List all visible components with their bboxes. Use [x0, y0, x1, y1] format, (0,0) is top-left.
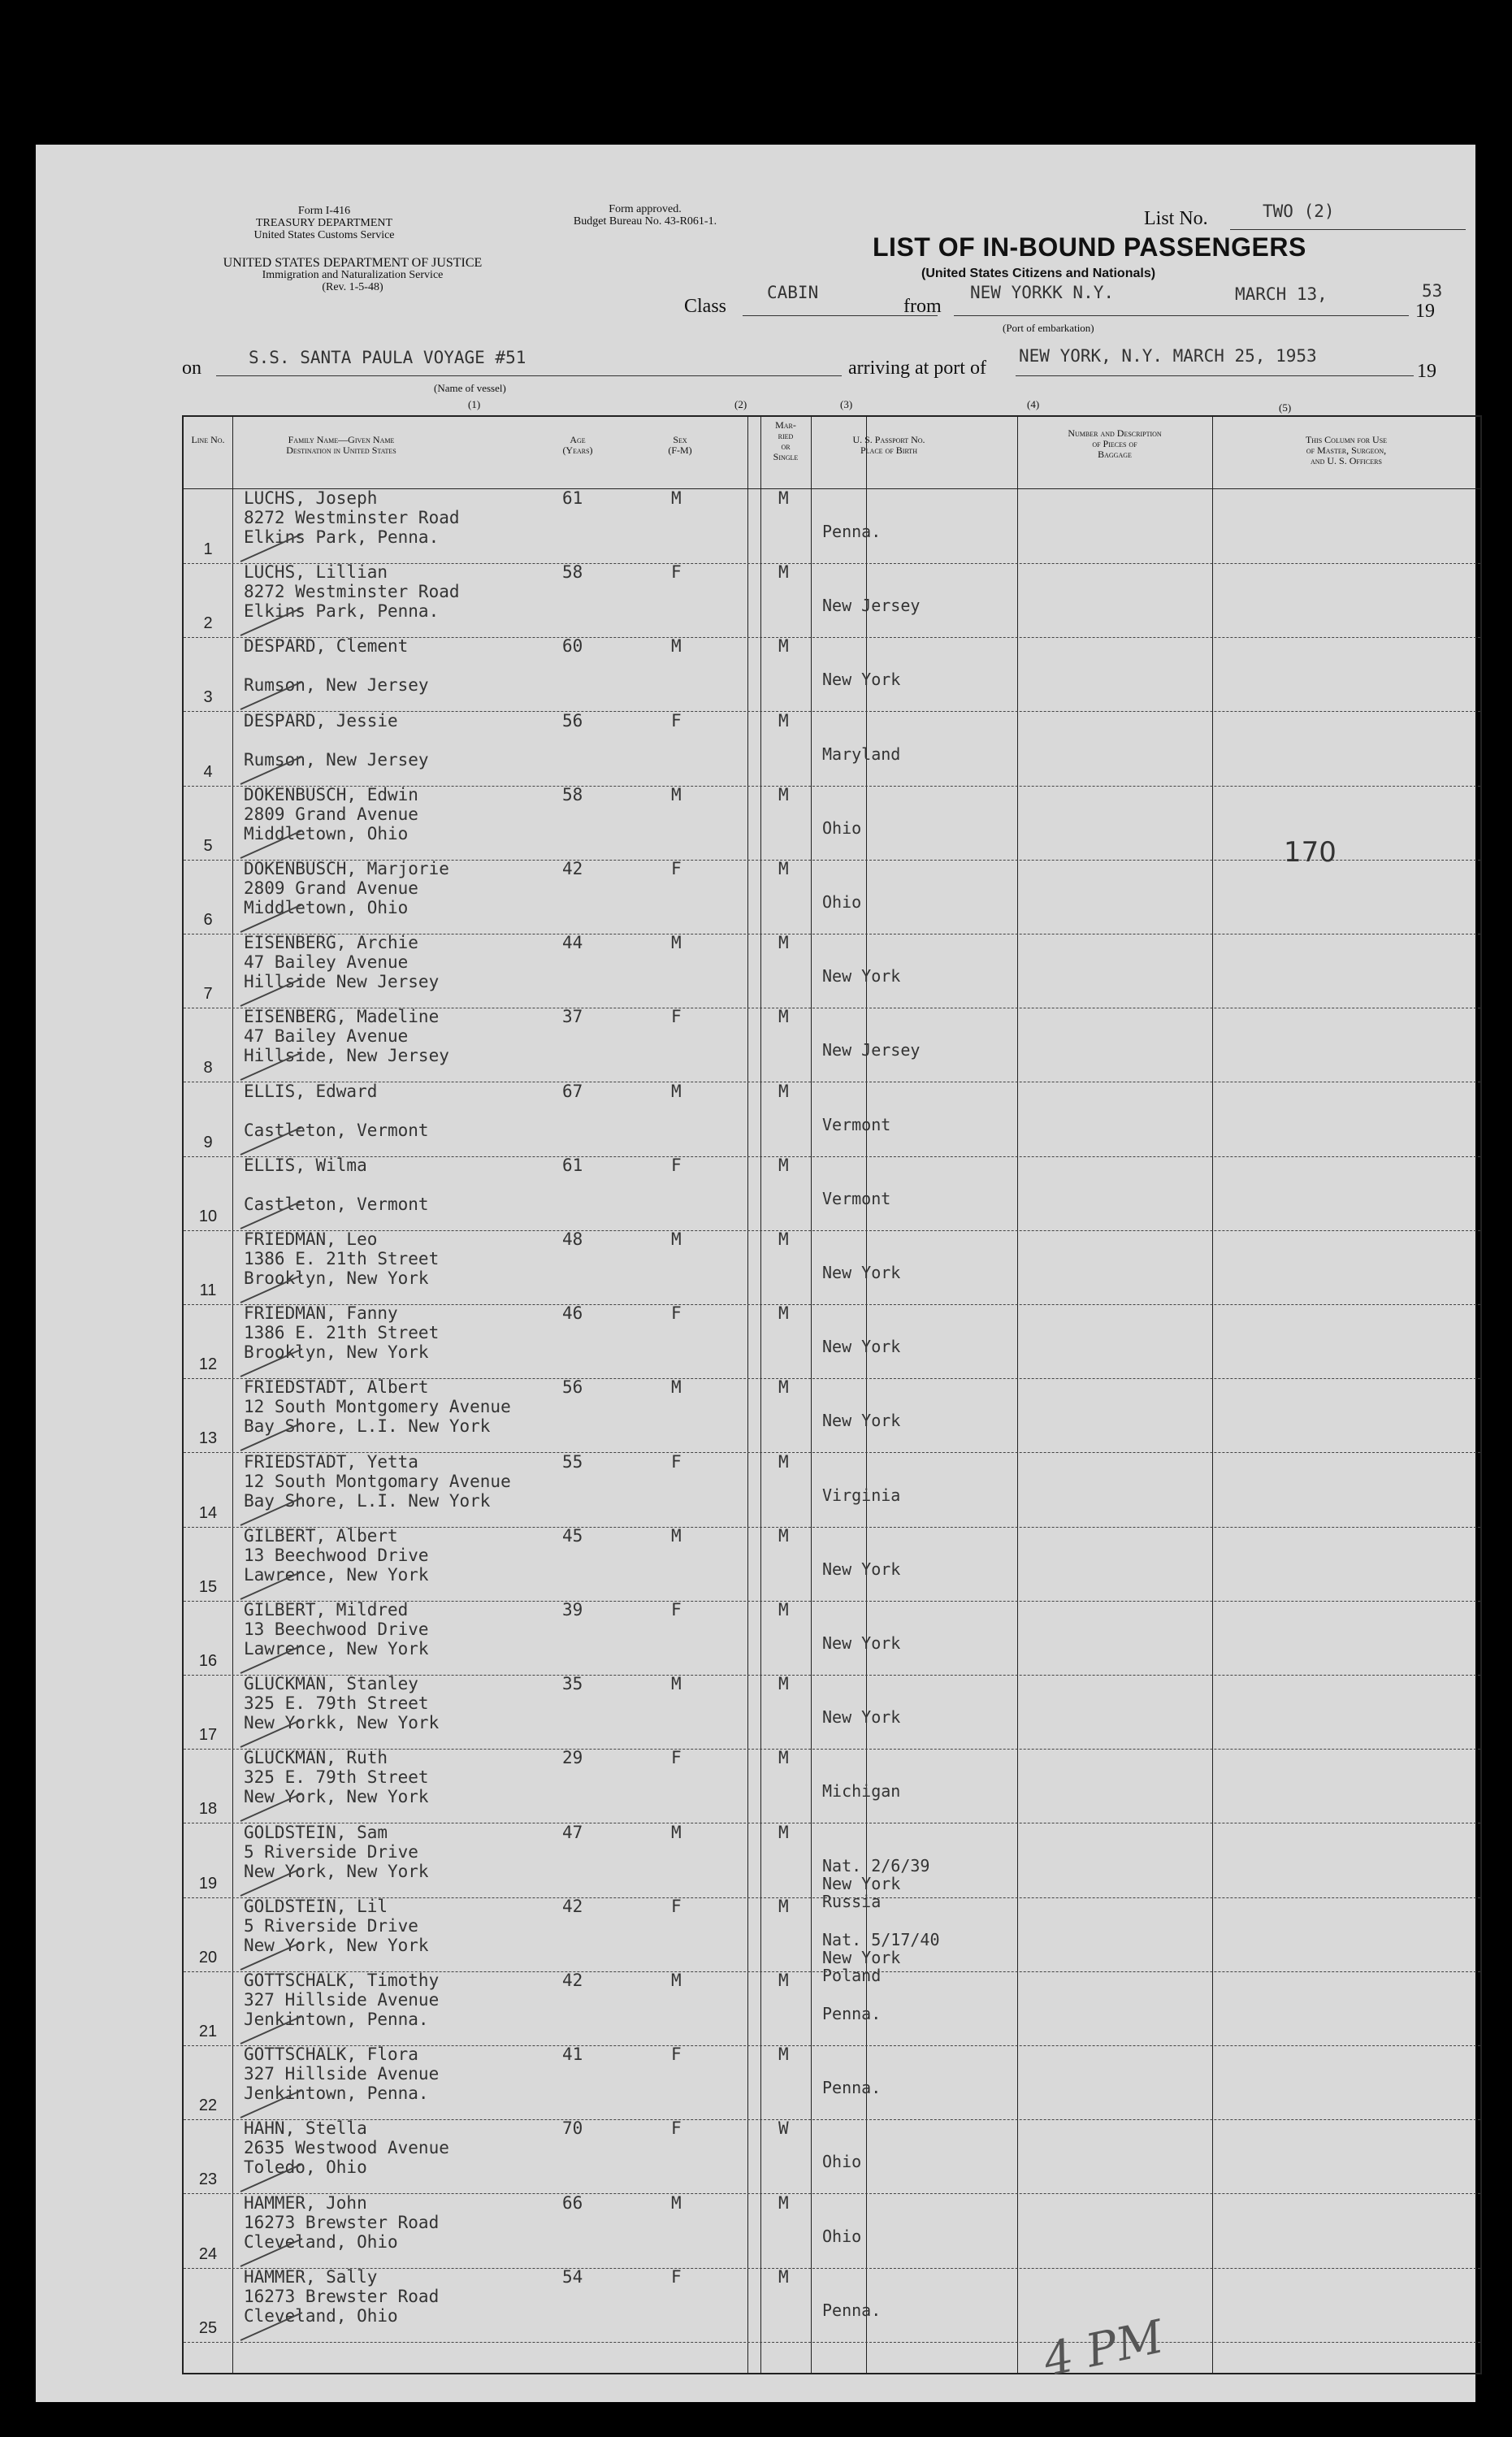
port-embark-label: (Port of embarkation) — [1003, 322, 1094, 334]
city-line: Brooklyn, New York — [244, 1268, 429, 1288]
marital-status: M — [778, 562, 789, 583]
col-header-passport: U. S. Passport No. Place of Birth — [852, 434, 925, 456]
address-line: 8272 Westminster Road — [244, 582, 460, 602]
passenger-name: EISENBERG, Archie — [244, 933, 418, 953]
birthplace: Penna. — [822, 2004, 882, 2023]
passenger-name: GILBERT, Mildred — [244, 1600, 409, 1620]
passenger-name: ELLIS, Edward — [244, 1081, 378, 1101]
check-mark-icon — [239, 901, 304, 934]
city-line: New York, New York — [244, 1787, 429, 1807]
city-line: Lawrence, New York — [244, 1639, 429, 1659]
passenger-name: GLUCKMAN, Stanley — [244, 1674, 418, 1694]
age-value: 61 — [562, 1155, 583, 1175]
check-mark-icon — [239, 1865, 304, 1897]
immigration-service: Immigration and Naturalization Service — [262, 269, 444, 281]
table-row — [184, 638, 1480, 712]
page-subtitle: (United States Citizens and Nationals) — [921, 267, 1156, 280]
line-number: 6 — [203, 911, 213, 929]
list-no-label: List No. — [1144, 208, 1208, 229]
line-number: 18 — [198, 1800, 218, 1819]
birthplace: New York — [822, 1633, 901, 1653]
customs-service: United States Customs Service — [253, 229, 395, 241]
check-mark-icon — [239, 2013, 304, 2045]
passenger-name: HAMMER, Sally — [244, 2266, 378, 2287]
birthplace: Penna. — [822, 522, 882, 541]
passenger-name: DOKENBUSCH, Marjorie — [244, 859, 449, 878]
col-number-1: (1) — [468, 398, 481, 410]
table-row — [184, 1157, 1480, 1231]
check-mark-icon — [239, 2235, 304, 2268]
col-header-age: Age (Years) — [562, 434, 593, 456]
birthplace: New York — [822, 1559, 901, 1579]
inspector-signature: 4 PM — [1038, 2310, 1168, 2387]
birthplace: New York — [822, 966, 901, 987]
age-value: 44 — [562, 933, 583, 953]
address-line: 12 South Montgomery Avenue — [244, 1397, 511, 1417]
agency-block — [190, 205, 458, 241]
marital-status: M — [778, 1007, 789, 1027]
city-line: Rumson, New Jersey — [244, 749, 429, 770]
passenger-name: EISENBERG, Madeline — [244, 1007, 440, 1027]
sex-value: F — [671, 1155, 682, 1175]
age-value: 66 — [562, 2192, 583, 2213]
passenger-name: LUCHS, Joseph — [244, 488, 378, 508]
age-value: 42 — [562, 1971, 583, 1990]
age-value: 56 — [562, 1377, 583, 1398]
check-mark-icon — [239, 1939, 304, 1971]
address-line: 1386 E. 21th Street — [244, 1249, 440, 1268]
city-line: Toledo, Ohio — [244, 2157, 367, 2178]
on-label: on — [182, 358, 201, 379]
table-row — [184, 564, 1480, 638]
col-header-sex: Sex (F-M) — [668, 434, 692, 456]
passenger-name: FRIEDMAN, Fanny — [244, 1303, 398, 1324]
address-line: 13 Beechwood Drive — [244, 1545, 429, 1565]
table-row — [184, 1451, 1480, 1528]
arriving-year-prefix: 19 — [1417, 361, 1436, 382]
birthplace: Maryland — [822, 744, 901, 764]
line-number: 8 — [203, 1059, 213, 1078]
check-mark-icon — [239, 753, 304, 786]
line-number: 24 — [198, 2244, 218, 2263]
justice-block — [174, 257, 531, 293]
age-value: 56 — [562, 710, 583, 731]
passenger-name: DESPARD, Clement — [244, 636, 409, 657]
birthplace: New Jersey — [822, 1040, 921, 1060]
passenger-name: GOTTSCHALK, Flora — [244, 2045, 418, 2065]
birthplace: Vermont — [822, 1188, 891, 1208]
age-value: 55 — [562, 1451, 583, 1472]
city-line: Cleveland, Ohio — [244, 2305, 398, 2326]
sex-value: F — [671, 1600, 682, 1620]
sex-value: M — [671, 1971, 682, 1990]
vessel-value: S.S. SANTA PAULA VOYAGE #51 — [249, 348, 526, 367]
col-number-4: (4) — [1027, 398, 1040, 410]
line-number: 9 — [203, 1133, 213, 1151]
marital-status: M — [778, 1229, 789, 1249]
marital-status: M — [778, 1377, 789, 1398]
check-mark-icon — [239, 2309, 304, 2342]
year-value: 53 — [1422, 281, 1443, 301]
birthplace: Ohio — [822, 2226, 862, 2246]
year-prefix: 19 — [1415, 301, 1435, 322]
header-separator — [184, 488, 1480, 489]
vessel-label: (Name of vessel) — [434, 382, 506, 394]
table-row — [184, 1525, 1480, 1602]
table-row — [184, 2046, 1480, 2120]
address-line: 327 Hillside Avenue — [244, 2064, 440, 2084]
table-row — [184, 1602, 1480, 1676]
marital-status: M — [778, 1822, 789, 1842]
check-mark-icon — [239, 1494, 304, 1527]
table-row — [184, 2120, 1480, 2194]
city-line: Elkins Park, Penna. — [244, 527, 440, 547]
birthplace: Penna. — [822, 2078, 882, 2098]
city-line: Hillside New Jersey — [244, 972, 440, 992]
age-value: 35 — [562, 1674, 583, 1694]
line-number: 2 — [203, 614, 213, 633]
birthplace: Michigan — [822, 1781, 901, 1802]
line-number: 20 — [198, 1948, 218, 1967]
birthplace: Ohio — [822, 2152, 862, 2172]
sex-value: F — [671, 1007, 682, 1027]
birthplace: New York — [822, 1263, 901, 1282]
age-value: 67 — [562, 1081, 583, 1101]
address-line: 47 Bailey Avenue — [244, 952, 409, 973]
sex-value: M — [671, 1674, 682, 1694]
check-mark-icon — [239, 679, 304, 711]
passenger-name: ELLIS, Wilma — [244, 1155, 367, 1175]
class-value: CABIN — [767, 283, 819, 302]
city-line: Elkins Park, Penna. — [244, 601, 440, 622]
age-value: 39 — [562, 1600, 583, 1620]
city-line: Brooklyn, New York — [244, 1342, 429, 1363]
table-row — [184, 490, 1480, 564]
col-number-5: (5) — [1279, 401, 1292, 414]
arriving-line — [1016, 375, 1414, 376]
from-line — [954, 315, 1409, 316]
justice-dept: UNITED STATES DEPARTMENT OF JUSTICE — [223, 256, 483, 270]
col-header-officers: This Column for Use of Master, Surgeon, and U. S. Officers — [1305, 434, 1388, 466]
check-mark-icon — [239, 531, 304, 563]
marital-status: M — [778, 1600, 789, 1620]
from-date: MARCH 13, — [1235, 284, 1328, 304]
table-row — [184, 861, 1480, 934]
table-row — [184, 1083, 1480, 1157]
city-line: Cleveland, Ohio — [244, 2231, 398, 2252]
passenger-name: DESPARD, Jessie — [244, 710, 398, 731]
birthplace: Vermont — [822, 1114, 891, 1134]
officer-mark: 170 — [1284, 836, 1337, 869]
check-mark-icon — [239, 605, 304, 637]
sex-value: F — [671, 2118, 682, 2139]
col-number-3: (3) — [840, 398, 853, 410]
age-value: 42 — [562, 859, 583, 878]
marital-status: M — [778, 1748, 789, 1768]
line-number: 15 — [198, 1577, 218, 1596]
passenger-name: GOLDSTEIN, Sam — [244, 1822, 388, 1842]
age-value: 70 — [562, 2118, 583, 2139]
form-number: Form I-416 — [297, 205, 351, 217]
sex-value: M — [671, 488, 682, 508]
check-mark-icon — [239, 2087, 304, 2119]
age-value: 42 — [562, 1896, 583, 1916]
city-line: Middletown, Ohio — [244, 898, 409, 917]
marital-status: M — [778, 488, 789, 508]
city-line: Castleton, Vermont — [244, 1194, 429, 1214]
birthplace: New York — [822, 1337, 901, 1357]
marital-status: M — [778, 710, 789, 731]
sex-value: M — [671, 784, 682, 804]
birthplace: Virginia — [822, 1485, 901, 1505]
form-approved: Form approved. — [609, 203, 682, 215]
marital-status: M — [778, 2266, 789, 2287]
passenger-name: FRIEDMAN, Leo — [244, 1229, 378, 1249]
sex-value: F — [671, 859, 682, 878]
city-line: Rumson, New Jersey — [244, 675, 429, 696]
col-header-married: Mar- ried or Single — [773, 419, 799, 462]
age-value: 54 — [562, 2266, 583, 2287]
sex-value: M — [671, 636, 682, 657]
check-mark-icon — [239, 1049, 304, 1082]
marital-status: M — [778, 1674, 789, 1694]
marital-status: W — [778, 2118, 789, 2139]
address-line: 13 Beechwood Drive — [244, 1620, 429, 1639]
line-number: 21 — [198, 2023, 218, 2040]
marital-status: M — [778, 1081, 789, 1101]
age-value: 37 — [562, 1007, 583, 1027]
age-value: 46 — [562, 1303, 583, 1324]
table-row — [184, 1972, 1480, 2046]
marital-status: M — [778, 933, 789, 953]
marital-status: M — [778, 784, 789, 804]
check-mark-icon — [239, 1346, 304, 1378]
table-row — [184, 710, 1480, 787]
table-row — [184, 1231, 1480, 1305]
list-no-value: TWO (2) — [1263, 202, 1335, 221]
table-row — [184, 1008, 1480, 1082]
sex-value: M — [671, 1081, 682, 1101]
age-value: 29 — [562, 1748, 583, 1768]
address-line: 5 Riverside Drive — [244, 1915, 418, 1936]
check-mark-icon — [239, 2161, 304, 2193]
birthplace: Ohio — [822, 817, 862, 838]
age-value: 58 — [562, 784, 583, 804]
sex-value: F — [671, 562, 682, 583]
sex-value: F — [671, 1303, 682, 1324]
table-row — [184, 1676, 1480, 1750]
address-line: 2809 Grand Avenue — [244, 878, 418, 898]
check-mark-icon — [239, 1642, 304, 1675]
passenger-name: HAHN, Stella — [244, 2118, 367, 2139]
from-label: from — [903, 296, 942, 317]
age-value: 58 — [562, 562, 583, 583]
table-row — [184, 2192, 1480, 2269]
line-number: 25 — [198, 2318, 218, 2337]
address-line: 325 E. 79th Street — [244, 1693, 429, 1714]
birthplace: Nat. 5/17/40 New York Poland — [822, 1929, 940, 1985]
age-value: 45 — [562, 1525, 583, 1546]
marital-status: M — [778, 859, 789, 878]
marital-status: M — [778, 1451, 789, 1472]
page-title: LIST OF IN-BOUND PASSENGERS — [873, 232, 1306, 262]
city-line: Middletown, Ohio — [244, 823, 409, 843]
birthplace: Ohio — [822, 892, 862, 912]
check-mark-icon — [239, 1790, 304, 1823]
budget-bureau: Budget Bureau No. 43-R061-1. — [573, 215, 717, 228]
marital-status: M — [778, 636, 789, 657]
marital-status: M — [778, 1303, 789, 1324]
line-number: 14 — [198, 1503, 218, 1522]
passenger-table — [182, 415, 1482, 2374]
sex-value: F — [671, 2045, 682, 2065]
check-mark-icon — [239, 827, 304, 860]
line-number: 3 — [203, 688, 213, 707]
line-number: 16 — [198, 1652, 218, 1670]
address-line: 2809 Grand Avenue — [244, 804, 418, 824]
birthplace: Nat. 2/6/39 New York Russia — [822, 1855, 930, 1911]
line-number: 22 — [198, 2097, 218, 2115]
birthplace: New York — [822, 1707, 901, 1728]
sex-value: F — [671, 1896, 682, 1916]
address-line: 16273 Brewster Road — [244, 2212, 440, 2232]
line-number: 5 — [203, 836, 213, 855]
age-value: 61 — [562, 488, 583, 508]
sex-value: M — [671, 933, 682, 953]
check-mark-icon — [239, 1568, 304, 1601]
address-line: 5 Riverside Drive — [244, 1841, 418, 1862]
arriving-label: arriving at port of — [848, 358, 986, 379]
row-separator — [184, 2342, 1480, 2343]
sex-value: M — [671, 1822, 682, 1842]
table-row — [184, 1379, 1480, 1453]
treasury-dept: TREASURY DEPARTMENT — [255, 217, 393, 229]
address-line: 47 Bailey Avenue — [244, 1026, 409, 1047]
address-line: 325 E. 79th Street — [244, 1767, 429, 1788]
city-line: New York, New York — [244, 1861, 429, 1881]
revision: (Rev. 1-5-48) — [322, 281, 383, 293]
col-header-line-no: Line No. — [191, 434, 225, 445]
passenger-name: HAMMER, John — [244, 2192, 367, 2213]
line-number: 11 — [199, 1281, 217, 1299]
city-line: Jenkintown, Penna. — [244, 2010, 429, 2029]
passenger-name: GILBERT, Albert — [244, 1525, 398, 1546]
line-number: 19 — [198, 1874, 218, 1893]
birthplace: New York — [822, 670, 901, 690]
birthplace: Penna. — [822, 2300, 882, 2320]
marital-status: M — [778, 1525, 789, 1546]
sex-value: M — [671, 1229, 682, 1249]
col-number-2: (2) — [734, 398, 747, 410]
passenger-name: FRIEDSTADT, Yetta — [244, 1451, 418, 1472]
table-row — [184, 1750, 1480, 1823]
approval-block — [523, 203, 767, 228]
birthplace: New Jersey — [822, 596, 921, 616]
city-line: Hillside, New Jersey — [244, 1046, 449, 1066]
marital-status: M — [778, 2192, 789, 2213]
sex-value: F — [671, 1748, 682, 1768]
age-value: 48 — [562, 1229, 583, 1249]
age-value: 47 — [562, 1822, 583, 1842]
sex-value: F — [671, 2266, 682, 2287]
passenger-name: FRIEDSTADT, Albert — [244, 1377, 429, 1398]
age-value: 60 — [562, 636, 583, 657]
passenger-name: GOTTSCHALK, Timothy — [244, 1971, 440, 1990]
address-line: 2635 Westwood Avenue — [244, 2138, 449, 2158]
sex-value: F — [671, 1451, 682, 1472]
sex-value: M — [671, 1525, 682, 1546]
check-mark-icon — [239, 1124, 304, 1156]
from-value: NEW YORKK N.Y. — [970, 283, 1115, 302]
age-value: 41 — [562, 2045, 583, 2065]
passenger-name: GOLDSTEIN, Lil — [244, 1896, 388, 1916]
class-label: Class — [684, 296, 727, 317]
marital-status: M — [778, 1155, 789, 1175]
table-row — [184, 2266, 1480, 2343]
passenger-name: DOKENBUSCH, Edwin — [244, 784, 418, 804]
line-number: 10 — [198, 1207, 218, 1225]
passenger-name: GLUCKMAN, Ruth — [244, 1748, 388, 1768]
address-line: 327 Hillside Avenue — [244, 1990, 440, 2010]
city-line: Jenkintown, Penna. — [244, 2084, 429, 2104]
sex-value: M — [671, 1377, 682, 1398]
line-number: 12 — [198, 1355, 218, 1374]
line-number: 7 — [203, 985, 213, 1004]
marital-status: M — [778, 1971, 789, 1990]
vessel-line — [216, 375, 842, 376]
line-number: 4 — [203, 762, 213, 781]
col-header-name: Family Name—Given Name Destination in United States — [286, 434, 396, 456]
passenger-list-form — [36, 145, 1475, 2402]
address-line: 16273 Brewster Road — [244, 2286, 440, 2306]
check-mark-icon — [239, 1272, 304, 1304]
line-number: 13 — [198, 1429, 218, 1448]
city-line: Bay Shore, L.I. New York — [244, 1416, 491, 1437]
check-mark-icon — [239, 1420, 304, 1452]
city-line: Bay Shore, L.I. New York — [244, 1490, 491, 1511]
sex-value: F — [671, 710, 682, 731]
check-mark-icon — [239, 1716, 304, 1749]
address-line: 12 South Montgomary Avenue — [244, 1471, 511, 1491]
list-no-line — [1230, 229, 1466, 230]
table-row — [184, 1305, 1480, 1379]
city-line: New York, New York — [244, 1935, 429, 1955]
table-row — [184, 934, 1480, 1008]
city-line: Lawrence, New York — [244, 1564, 429, 1585]
check-mark-icon — [239, 975, 304, 1008]
city-line: New Yorkk, New York — [244, 1713, 440, 1733]
address-line: 1386 E. 21th Street — [244, 1323, 440, 1343]
marital-status: M — [778, 1896, 789, 1916]
address-line: 8272 Westminster Road — [244, 508, 460, 527]
marital-status: M — [778, 2045, 789, 2065]
sex-value: M — [671, 2192, 682, 2213]
check-mark-icon — [239, 1198, 304, 1230]
line-number: 23 — [198, 2170, 218, 2189]
passenger-name: LUCHS, Lillian — [244, 562, 388, 583]
city-line: Castleton, Vermont — [244, 1120, 429, 1140]
line-number: 1 — [203, 540, 213, 558]
birthplace: New York — [822, 1411, 901, 1431]
line-number: 17 — [198, 1726, 218, 1745]
col-header-baggage: Number and Description of Pieces of Baggage — [1068, 427, 1162, 460]
arriving-value: NEW YORK, N.Y. MARCH 25, 1953 — [1019, 346, 1317, 366]
